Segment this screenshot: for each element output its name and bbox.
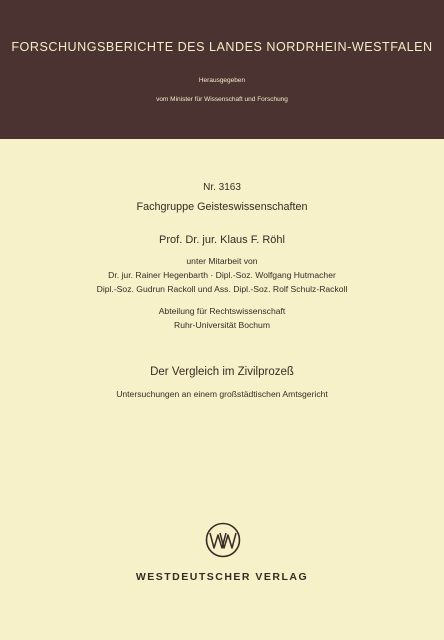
collaborators-line-2: Dipl.-Soz. Gudrun Rackoll und Ass. Dipl.-Soz. Rolf Schulz-Rackoll [96,284,348,294]
university: Ruhr-Universität Bochum [174,320,270,330]
collaboration-label: unter Mitarbeit von [186,256,258,266]
editor-name: vom Minister für Wissenschaft und Forschung [156,96,288,103]
report-number: Nr. 3163 [203,182,241,193]
series-title: FORSCHUNGSBERICHTE DES LANDES NORDRHEIN-WESTFALEN [11,40,433,54]
subject-group: Fachgruppe Geisteswissenschaften [136,201,308,213]
department: Abteilung für Rechtswissenschaft [158,306,286,316]
publisher-name: WESTDEUTSCHER VERLAG [135,571,309,583]
header-band [0,0,444,139]
author: Prof. Dr. jur. Klaus F. Röhl [159,234,285,246]
editor-label: Herausgegeben [198,77,246,84]
book-title: Der Vergleich im Zivilprozeß [150,366,294,378]
collaborators-line-1: Dr. jur. Rainer Hegenbarth · Dipl.-Soz. Wolfgang Hutmacher [108,270,336,280]
book-subtitle: Untersuchungen an einem großstädtischen Amtsgericht [116,389,328,399]
publisher-logo-icon [205,522,241,558]
